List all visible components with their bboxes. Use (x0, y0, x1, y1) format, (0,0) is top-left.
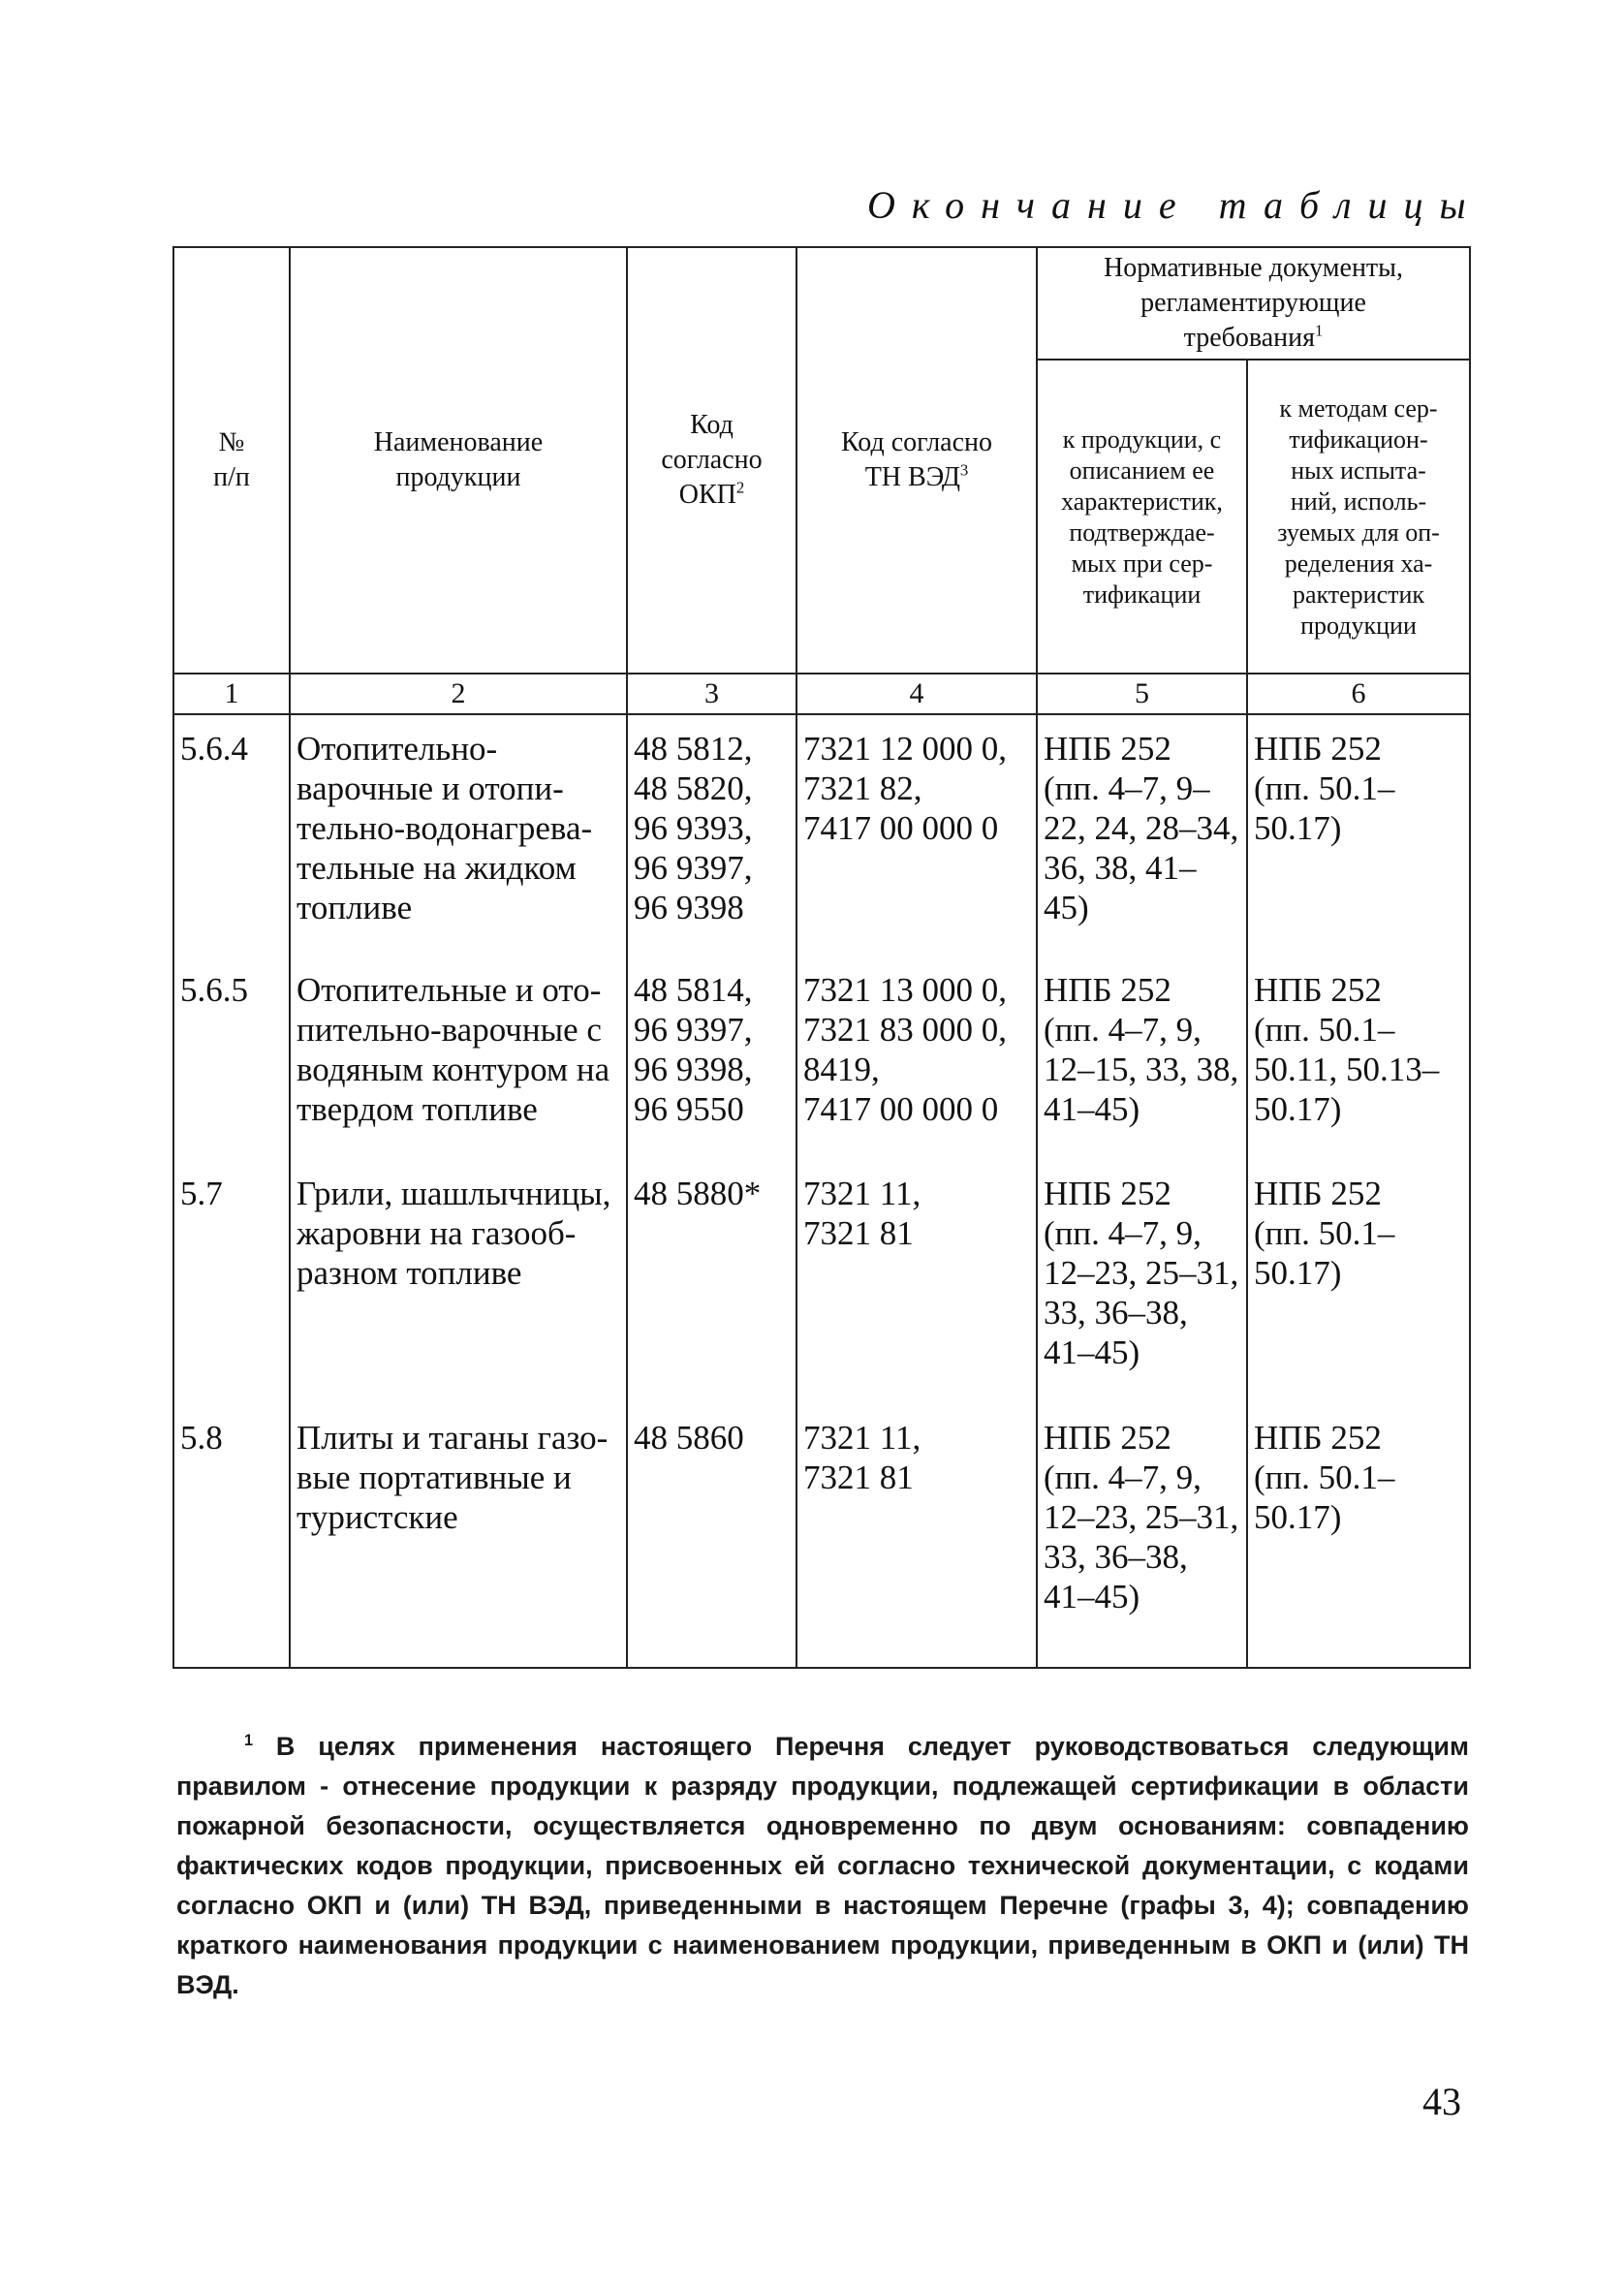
column-number: 5 (1037, 674, 1247, 714)
cell-num: 5.6.4 (173, 714, 290, 957)
cell-num: 5.7 (173, 1160, 290, 1404)
table-row (173, 1160, 1470, 1404)
cell-norm-products: НПБ 252 (пп. 4–7, 9, 12–23, 25–31, 33, 36–38, 41–45) (1037, 1404, 1247, 1668)
cell-norm-products: НПБ 252 (пп. 4–7, 9– 22, 24, 28–34, 36, 38, 41–45) (1037, 714, 1247, 957)
footnote-text: В целях применения настоящего Перечня следует руководствоваться следующим правилом - отнесение продукции к разряду продукции, подлежащей сертификации в области пожарной безопасности, осуществляется одновременно по двум основаниям: совпадению фактических кодов продукции, присвоенных ей согласно технической документации, с кодами согласно ОКП и (или) ТН ВЭД, приведенными в настоящем Перечне (графы 3, 4); совпадению краткого наименования продукции с наименованием продукции, приведенным в ОКП и (или) ТН ВЭД. (176, 1732, 1469, 1999)
header-tnved: Код согласно ТН ВЭД$^3$ (796, 247, 1037, 674)
footnote-marker: 1 (244, 1732, 254, 1749)
table-caption: Окончание таблицы (867, 183, 1483, 227)
cell-norm-methods: НПБ 252 (пп. 50.1– 50.11, 50.13– 50.17) (1247, 957, 1470, 1160)
cell-tnved: 7321 13 000 0, 7321 83 000 0, 8419, 7417 00 000 0 (796, 957, 1037, 1160)
page-number: 43 (1422, 2080, 1461, 2123)
cell-tnved: 7321 12 000 0, 7321 82, 7417 00 000 0 (796, 714, 1037, 957)
footnote (176, 1727, 1469, 2005)
cell-norm-products: НПБ 252 (пп. 4–7, 9, 12–23, 25–31, 33, 36–38, 41–45) (1037, 1160, 1247, 1404)
column-number-row (173, 674, 1470, 714)
column-number: 2 (290, 674, 627, 714)
certification-table (172, 246, 1471, 1669)
column-number: 3 (627, 674, 796, 714)
cell-okp: 48 5880* (627, 1160, 796, 1404)
header-row-1 (173, 247, 1470, 360)
cell-num: 5.6.5 (173, 957, 290, 1160)
cell-norm-methods: НПБ 252 (пп. 50.1– 50.17) (1247, 714, 1470, 957)
cell-norm-methods: НПБ 252 (пп. 50.1– 50.17) (1247, 1404, 1470, 1668)
table-row (173, 714, 1470, 957)
cell-name: Плиты и таганы газо- вые портативные и туристские (290, 1404, 627, 1668)
cell-tnved: 7321 11, 7321 81 (796, 1160, 1037, 1404)
cell-okp: 48 5814, 96 9397, 96 9398, 96 9550 (627, 957, 796, 1160)
table-row (173, 1404, 1470, 1668)
cell-name: Отопительно- варочные и отопи- тельно-водонагрева- тельные на жидком топливе (290, 714, 627, 957)
header-okp: Код согласно ОКП$^2$ (627, 247, 796, 674)
column-number: 6 (1247, 674, 1470, 714)
cell-num: 5.8 (173, 1404, 290, 1668)
header-normative-group: Нормативные документы, регламентирующие требования$^1$ (1037, 247, 1470, 360)
header-name: Наименование продукции (290, 247, 627, 674)
cell-okp: 48 5812, 48 5820, 96 9393, 96 9397, 96 9398 (627, 714, 796, 957)
table-row (173, 957, 1470, 1160)
cell-norm-methods: НПБ 252 (пп. 50.1– 50.17) (1247, 1160, 1470, 1404)
cell-tnved: 7321 11, 7321 81 (796, 1404, 1037, 1668)
column-number: 4 (796, 674, 1037, 714)
cell-norm-products: НПБ 252 (пп. 4–7, 9, 12–15, 33, 38, 41–45) (1037, 957, 1247, 1160)
header-normative-products: к продукции, с описанием ее характеристик, подтверждае- мых при сер- тификации (1037, 360, 1247, 674)
cell-name: Отопительные и ото- пительно-варочные с водяным контуром на твердом топливе (290, 957, 627, 1160)
cell-okp: 48 5860 (627, 1404, 796, 1668)
header-num: № п/п (173, 247, 290, 674)
cell-name: Грили, шашлычницы, жаровни на газооб- разном топливе (290, 1160, 627, 1404)
column-number: 1 (173, 674, 290, 714)
header-normative-methods: к методам сер- тификацион- ных испыта- ний, исполь- зуемых для оп- ределения ха- рактеристик продукции (1247, 360, 1470, 674)
